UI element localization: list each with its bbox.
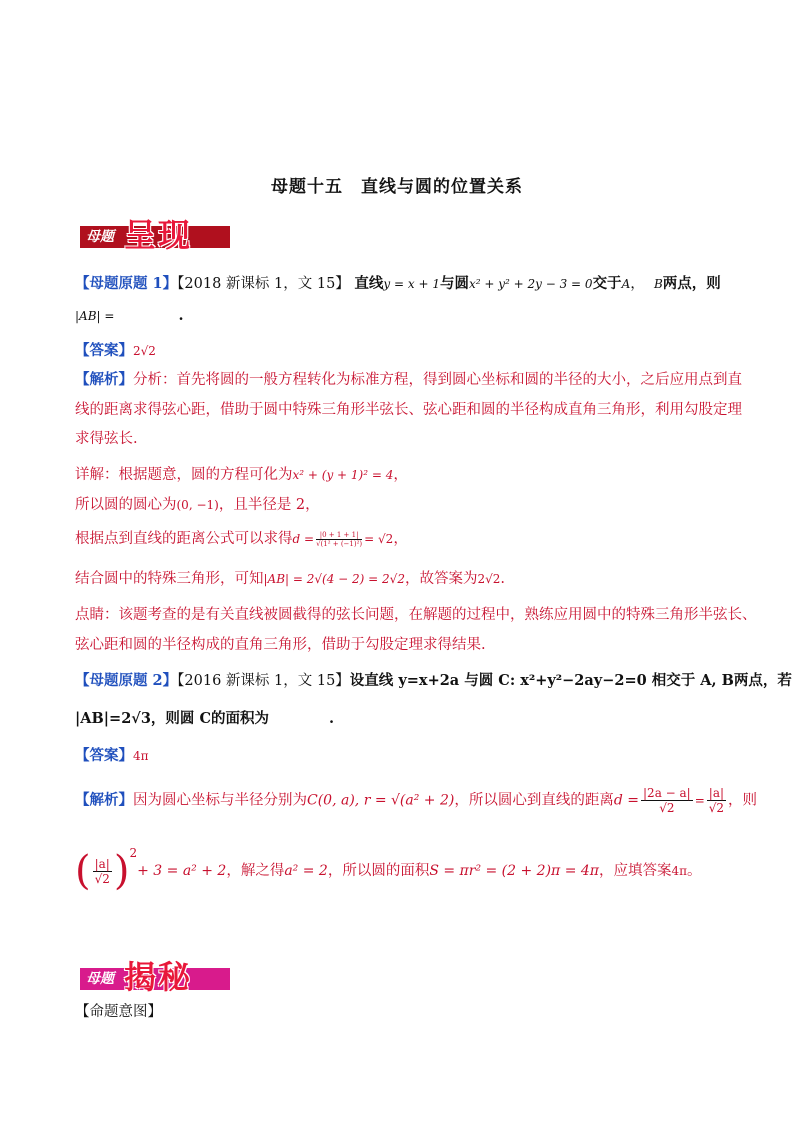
q2-analysis-2 [75,842,702,894]
q2-frac2-den: √2 [708,801,725,815]
q2-line2: |AB|=2√3，则圆 C的面积为 . [75,710,335,727]
q1-detail-1b: x² + (y + 1)² = 4 [292,468,394,482]
q1-analysis-1 [75,369,742,391]
q1-detail-1c: ， [393,467,408,483]
left-paren: ( [75,848,91,894]
banner-big-label: 揭秘 [124,958,193,996]
q2-an-1c: ，所以圆心到直线的距离 [454,792,614,809]
q1-answer-row [75,340,156,362]
q2-exp: 2 [129,846,138,860]
q1-detail-4c: ，故答案为 [404,571,478,587]
q2-answer: 4π [133,749,149,763]
q1-abs-ab: |AB| = [75,309,115,323]
q2-frac2-num: |a| [708,786,725,800]
q1-note-2: 弦心距和圆的半径构成的直角三角形，借助于勾股定理求得结果. [75,637,486,653]
q1-detail-3 [75,528,408,550]
q2-source: 【2016 新课标 1，文 15】 [177,673,350,689]
q2-an-2e: S = πr² = (2 + 2)π = 4π [429,863,599,879]
q2-frac1-den: √2 [659,801,675,815]
banner-small-label: 母题 [86,229,114,245]
q1-text-a: 直线 [354,275,384,292]
q1-detail-3a: 根据点到直线的距离公式可以求得 [75,531,293,547]
q2-an-2f: ，应填答案 [599,863,672,879]
q2-an-eq: = [694,793,705,808]
q1-detail-2c: ，且半径是 2， [218,497,320,513]
q1-tag: 【母题原题 1】 [75,275,178,292]
q1-detail-2b: (0, −1) [176,498,219,512]
q2-frac3-num: |a| [94,856,110,871]
q2-frac3-den: √2 [94,871,110,886]
q2-an-1a: 因为圆心坐标与半径分别为 [133,792,307,809]
q2-line2a: |AB|=2√3 [75,710,151,727]
q1-detail-2 [75,494,320,516]
intent-label [75,1001,162,1023]
banner-big-label: 呈现 [124,216,193,254]
q1-detail-2a: 所以圆的圆心为 [75,497,177,513]
page-title: 母题十五 直线与圆的位置关系 [271,177,523,197]
q1-text-d: 两点，则 [662,275,721,292]
q1-detail-1 [75,464,408,486]
q2-text: 设直线 y=x+2a 与圆 C: x²+y²−2ay−2=0 相交于 A, B两点，若 [349,672,792,689]
q1-eq-line: y = x + 1 [383,277,440,291]
q1-frac-den: √(1² + (−1)²) [316,539,363,548]
q1-detail-3b: d = [292,532,315,546]
q2-an-2d: ，所以圆的面积 [327,863,430,879]
q2-answer-row [75,745,149,767]
q1-detail-4d: 2√2 [477,572,501,586]
q1-text-b: 与圆 [439,275,469,292]
q1-analysis-text-1: 分析：首先将圆的一般方程转化为标准方程，得到圆心坐标和圆的半径的大小，之后应用点到直 [133,372,742,388]
q1-detail-4 [75,568,505,590]
q1-detail-1a: 详解：根据题意，圆的方程可化为 [75,467,293,483]
q2-an-2b: ，解之得 [226,863,285,879]
q1-detail-3c: = √2 [364,532,394,546]
q1-eq-circle: x² + y² + 2y − 3 = 0 [468,277,593,291]
q1-analysis-2: 线的距离求得弦心距，借助于圆中特殊三角形半弦长、弦心距和圆的半径构成直角三角形，利用勾股定理 [75,402,742,418]
q1-text-c: 交于 [592,275,622,292]
q2-an-2c: a² = 2 [284,863,328,879]
q2-an-2a: + 3 = a² + 2 [137,863,227,879]
section-banner-present [80,216,232,254]
q1-detail-4b: |AB| = 2√(4 − 2) = 2√2 [263,572,405,586]
q1-analysis-tag: 【解析】 [75,371,133,388]
section-banner-reveal [80,958,232,996]
q1-pt-b: B [653,277,663,291]
q1-frac-num: |0 + 1 + 1| [316,531,362,540]
q2-frac-3 [93,857,112,886]
q2-line2b: ，则圆 C的面积为 [150,710,270,727]
q1-detail-3d: ， [393,531,408,547]
q2-tag: 【母题原题 2】 [75,672,178,689]
q2-an-1b: C(0, a), r = √(a² + 2) [307,792,455,809]
q2-an-1e: ，则 [728,792,758,809]
q1-detail-4a: 结合圆中的特殊三角形，可知 [75,571,264,587]
q1-analysis-3: 求得弦长. [75,431,138,447]
q1-source: 【2018 新课标 1，文 15】 [177,276,350,292]
q1-distance-fraction [316,531,362,548]
q2-frac-2 [707,786,726,815]
q2-an-2h: 。 [687,863,702,879]
q2-frac1-num: |2a − a| [643,786,691,800]
banner-small-label: 母题 [86,971,114,987]
q2-an-1d: d = [613,792,640,809]
right-paren: ) [113,848,130,894]
q2-frac-1 [641,786,693,815]
q2-analysis-1 [75,786,757,815]
q1-line2: |AB| = . [75,307,184,324]
q2-statement [75,670,792,692]
section3-label: 【命题意图】 [75,1004,162,1020]
q1-detail-4e: . [500,571,505,587]
q2-an-2g: 4π [671,864,688,878]
q2-analysis-tag: 【解析】 [75,791,133,809]
q1-note-1: 点睛：该题考查的是有关直线被圆截得的弦长问题，在解题的过程中，熟练应用圆中的特殊三角形半弦长、 [75,607,757,623]
q1-pt-a: A [621,277,631,291]
q1-answer: 2√2 [133,344,156,358]
q2-answer-tag: 【答案】 [75,747,133,764]
q1-statement: 【母题原题 1】【2018 新课标 1，文 15】 直线y = x + 1与圆x² + y² + 2y − 3 = 0交于A， B两点，则 [75,275,721,292]
q1-answer-tag: 【答案】 [75,342,133,359]
